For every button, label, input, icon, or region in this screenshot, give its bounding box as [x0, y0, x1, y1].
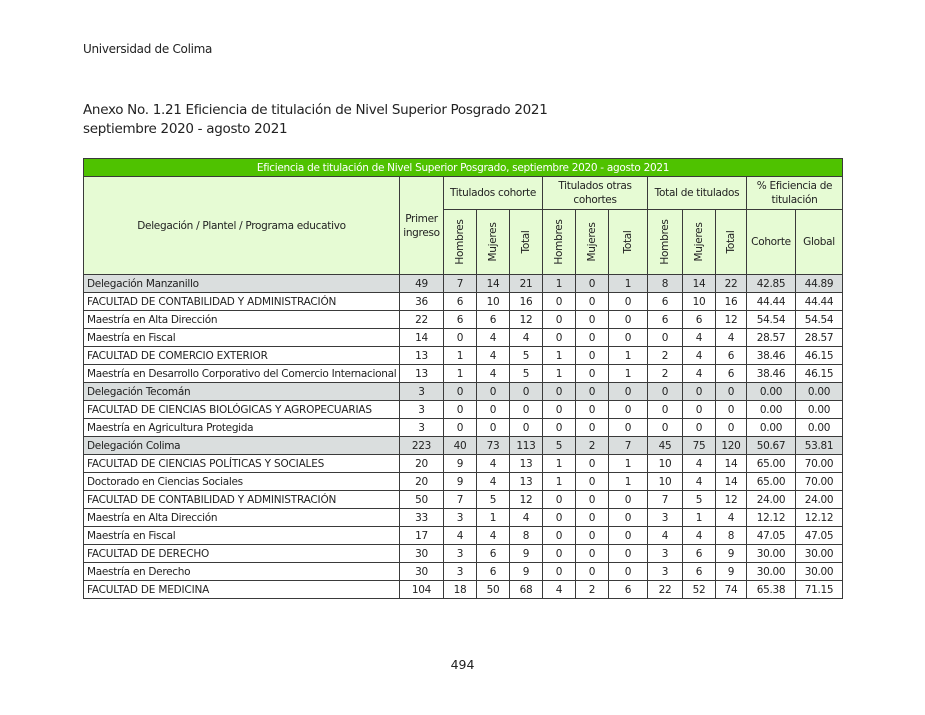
row-name: Delegación Tecomán: [84, 383, 400, 401]
header-otras-hombres: Hombres: [543, 210, 576, 275]
row-name: FACULTAD DE COMERCIO EXTERIOR: [84, 347, 400, 365]
header-total-total: Total: [716, 210, 747, 275]
cohorte-total: 68: [510, 581, 543, 599]
cohorte-hombres: 0: [444, 401, 477, 419]
total-mujeres: 4: [683, 473, 716, 491]
eficiencia-global: 46.15: [796, 347, 843, 365]
total-hombres: 10: [648, 455, 683, 473]
cohorte-hombres: 1: [444, 347, 477, 365]
primer-ingreso: 20: [400, 455, 444, 473]
total-mujeres: 4: [683, 365, 716, 383]
eficiencia-global: 30.00: [796, 545, 843, 563]
row-name: Maestría en Desarrollo Corporativo del Comercio Internacional: [84, 365, 400, 383]
cohorte-total: 12: [510, 491, 543, 509]
otras-total: 1: [609, 365, 648, 383]
cohorte-hombres: 0: [444, 419, 477, 437]
eficiencia-cohorte: 65.00: [747, 455, 796, 473]
total-total: 14: [716, 455, 747, 473]
otras-hombres: 1: [543, 455, 576, 473]
otras-hombres: 1: [543, 347, 576, 365]
otras-mujeres: 0: [576, 365, 609, 383]
program-row: [84, 365, 843, 383]
eficiencia-cohorte: 47.05: [747, 527, 796, 545]
row-name: Doctorado en Ciencias Sociales: [84, 473, 400, 491]
otras-mujeres: 0: [576, 419, 609, 437]
otras-hombres: 0: [543, 311, 576, 329]
row-name: Maestría en Alta Dirección: [84, 509, 400, 527]
header-cohorte-mujeres: Mujeres: [477, 210, 510, 275]
otras-mujeres: 0: [576, 563, 609, 581]
cohorte-total: 16: [510, 293, 543, 311]
total-mujeres: 4: [683, 329, 716, 347]
total-hombres: 2: [648, 347, 683, 365]
total-hombres: 4: [648, 527, 683, 545]
cohorte-hombres: 3: [444, 509, 477, 527]
row-name: Delegación Colima: [84, 437, 400, 455]
primer-ingreso: 3: [400, 419, 444, 437]
delegation-row: [84, 383, 843, 401]
eficiencia-cohorte: 42.85: [747, 275, 796, 293]
total-total: 4: [716, 329, 747, 347]
header-eficiencia: % Eficiencia de titulación: [747, 177, 843, 210]
cohorte-mujeres: 4: [477, 365, 510, 383]
program-row: [84, 473, 843, 491]
otras-mujeres: 0: [576, 401, 609, 419]
total-total: 16: [716, 293, 747, 311]
total-mujeres: 5: [683, 491, 716, 509]
total-hombres: 3: [648, 509, 683, 527]
total-mujeres: 4: [683, 527, 716, 545]
total-mujeres: 10: [683, 293, 716, 311]
faculty-row: [84, 293, 843, 311]
cohorte-mujeres: 0: [477, 401, 510, 419]
otras-hombres: 0: [543, 293, 576, 311]
cohorte-total: 9: [510, 563, 543, 581]
primer-ingreso: 104: [400, 581, 444, 599]
header-total-titulados: Total de titulados: [648, 177, 747, 210]
otras-mujeres: 0: [576, 545, 609, 563]
eficiencia-global: 54.54: [796, 311, 843, 329]
total-hombres: 0: [648, 329, 683, 347]
header-cohorte-total: Total: [510, 210, 543, 275]
total-total: 4: [716, 509, 747, 527]
otras-hombres: 1: [543, 365, 576, 383]
otras-hombres: 0: [543, 329, 576, 347]
otras-total: 0: [609, 509, 648, 527]
otras-mujeres: 0: [576, 347, 609, 365]
cohorte-hombres: 7: [444, 491, 477, 509]
primer-ingreso: 3: [400, 383, 444, 401]
primer-ingreso: 30: [400, 545, 444, 563]
otras-total: 0: [609, 293, 648, 311]
header-global: Global: [796, 210, 843, 275]
total-total: 0: [716, 383, 747, 401]
cohorte-hombres: 6: [444, 311, 477, 329]
cohorte-mujeres: 6: [477, 311, 510, 329]
cohorte-mujeres: 10: [477, 293, 510, 311]
eficiencia-global: 70.00: [796, 473, 843, 491]
total-hombres: 0: [648, 401, 683, 419]
total-mujeres: 6: [683, 563, 716, 581]
total-hombres: 0: [648, 419, 683, 437]
cohorte-total: 0: [510, 383, 543, 401]
faculty-row: [84, 401, 843, 419]
faculty-row: [84, 491, 843, 509]
row-name: FACULTAD DE CIENCIAS POLÍTICAS Y SOCIALES: [84, 455, 400, 473]
total-total: 120: [716, 437, 747, 455]
total-mujeres: 75: [683, 437, 716, 455]
otras-mujeres: 0: [576, 491, 609, 509]
eficiencia-cohorte: 0.00: [747, 401, 796, 419]
eficiencia-cohorte: 30.00: [747, 563, 796, 581]
annex-title: Anexo No. 1.21 Eficiencia de titulación de Nivel Superior Posgrado 2021: [83, 102, 548, 118]
cohorte-total: 13: [510, 473, 543, 491]
primer-ingreso: 49: [400, 275, 444, 293]
cohorte-hombres: 7: [444, 275, 477, 293]
eficiencia-global: 0.00: [796, 401, 843, 419]
cohorte-mujeres: 4: [477, 347, 510, 365]
total-hombres: 3: [648, 545, 683, 563]
total-mujeres: 0: [683, 401, 716, 419]
annex-period: septiembre 2020 - agosto 2021: [83, 121, 288, 137]
primer-ingreso: 50: [400, 491, 444, 509]
cohorte-mujeres: 50: [477, 581, 510, 599]
header-cohorte-hombres: Hombres: [444, 210, 477, 275]
cohorte-mujeres: 0: [477, 383, 510, 401]
eficiencia-cohorte: 65.00: [747, 473, 796, 491]
cohorte-total: 13: [510, 455, 543, 473]
otras-total: 0: [609, 329, 648, 347]
header-cohorte: Cohorte: [747, 210, 796, 275]
total-hombres: 10: [648, 473, 683, 491]
cohorte-total: 113: [510, 437, 543, 455]
cohorte-hombres: 4: [444, 527, 477, 545]
cohorte-mujeres: 4: [477, 473, 510, 491]
row-name: FACULTAD DE CONTABILIDAD Y ADMINISTRACIÓN: [84, 293, 400, 311]
total-mujeres: 6: [683, 311, 716, 329]
otras-total: 0: [609, 401, 648, 419]
otras-hombres: 1: [543, 473, 576, 491]
primer-ingreso: 13: [400, 347, 444, 365]
cohorte-mujeres: 5: [477, 491, 510, 509]
eficiencia-global: 46.15: [796, 365, 843, 383]
otras-total: 0: [609, 563, 648, 581]
table-body: [84, 275, 843, 599]
otras-mujeres: 0: [576, 275, 609, 293]
otras-hombres: 0: [543, 563, 576, 581]
otras-total: 1: [609, 275, 648, 293]
eficiencia-global: 70.00: [796, 455, 843, 473]
cohorte-hombres: 3: [444, 563, 477, 581]
eficiencia-cohorte: 12.12: [747, 509, 796, 527]
row-name: FACULTAD DE CONTABILIDAD Y ADMINISTRACIÓN: [84, 491, 400, 509]
eficiencia-global: 53.81: [796, 437, 843, 455]
otras-mujeres: 0: [576, 455, 609, 473]
otras-hombres: 0: [543, 491, 576, 509]
total-mujeres: 52: [683, 581, 716, 599]
primer-ingreso: 36: [400, 293, 444, 311]
header-primer-ingreso: Primer ingreso: [400, 177, 444, 275]
total-total: 0: [716, 401, 747, 419]
total-mujeres: 4: [683, 347, 716, 365]
eficiencia-cohorte: 54.54: [747, 311, 796, 329]
cohorte-mujeres: 0: [477, 419, 510, 437]
eficiencia-cohorte: 44.44: [747, 293, 796, 311]
otras-total: 0: [609, 419, 648, 437]
total-total: 9: [716, 545, 747, 563]
total-total: 22: [716, 275, 747, 293]
header-otras-mujeres: Mujeres: [576, 210, 609, 275]
otras-hombres: 0: [543, 509, 576, 527]
row-name: Maestría en Derecho: [84, 563, 400, 581]
total-hombres: 8: [648, 275, 683, 293]
eficiencia-cohorte: 38.46: [747, 365, 796, 383]
otras-hombres: 1: [543, 275, 576, 293]
total-total: 9: [716, 563, 747, 581]
row-name: FACULTAD DE DERECHO: [84, 545, 400, 563]
cohorte-total: 9: [510, 545, 543, 563]
eficiencia-cohorte: 38.46: [747, 347, 796, 365]
faculty-row: [84, 455, 843, 473]
header-total-hombres: Hombres: [648, 210, 683, 275]
total-mujeres: 0: [683, 383, 716, 401]
otras-mujeres: 0: [576, 311, 609, 329]
cohorte-hombres: 1: [444, 365, 477, 383]
otras-hombres: 0: [543, 545, 576, 563]
otras-mujeres: 0: [576, 473, 609, 491]
eficiencia-global: 24.00: [796, 491, 843, 509]
cohorte-total: 5: [510, 347, 543, 365]
otras-total: 0: [609, 527, 648, 545]
total-total: 6: [716, 347, 747, 365]
primer-ingreso: 223: [400, 437, 444, 455]
total-hombres: 3: [648, 563, 683, 581]
program-row: [84, 527, 843, 545]
otras-total: 0: [609, 545, 648, 563]
eficiencia-cohorte: 65.38: [747, 581, 796, 599]
cohorte-mujeres: 1: [477, 509, 510, 527]
cohorte-hombres: 0: [444, 329, 477, 347]
cohorte-mujeres: 73: [477, 437, 510, 455]
eficiencia-global: 30.00: [796, 563, 843, 581]
otras-mujeres: 2: [576, 581, 609, 599]
otras-mujeres: 0: [576, 293, 609, 311]
program-row: [84, 329, 843, 347]
otras-total: 1: [609, 455, 648, 473]
row-name: Maestría en Fiscal: [84, 527, 400, 545]
eficiencia-global: 71.15: [796, 581, 843, 599]
total-mujeres: 1: [683, 509, 716, 527]
row-name: FACULTAD DE CIENCIAS BIOLÓGICAS Y AGROPECUARIAS: [84, 401, 400, 419]
eficiencia-global: 28.57: [796, 329, 843, 347]
total-hombres: 6: [648, 311, 683, 329]
cohorte-hombres: 6: [444, 293, 477, 311]
total-mujeres: 14: [683, 275, 716, 293]
header-total-mujeres: Mujeres: [683, 210, 716, 275]
eficiencia-cohorte: 28.57: [747, 329, 796, 347]
program-row: [84, 509, 843, 527]
total-mujeres: 4: [683, 455, 716, 473]
eficiencia-cohorte: 0.00: [747, 419, 796, 437]
cohorte-total: 0: [510, 401, 543, 419]
header-titulados-otras: Titulados otras cohortes: [543, 177, 648, 210]
eficiencia-global: 44.44: [796, 293, 843, 311]
row-name: FACULTAD DE MEDICINA: [84, 581, 400, 599]
primer-ingreso: 30: [400, 563, 444, 581]
cohorte-total: 4: [510, 509, 543, 527]
otras-total: 0: [609, 383, 648, 401]
total-total: 8: [716, 527, 747, 545]
total-total: 12: [716, 491, 747, 509]
eficiencia-cohorte: 30.00: [747, 545, 796, 563]
eficiencia-cohorte: 24.00: [747, 491, 796, 509]
otras-mujeres: 0: [576, 329, 609, 347]
cohorte-hombres: 18: [444, 581, 477, 599]
delegation-row: [84, 275, 843, 293]
eficiencia-global: 47.05: [796, 527, 843, 545]
header-otras-total: Total: [609, 210, 648, 275]
primer-ingreso: 33: [400, 509, 444, 527]
cohorte-mujeres: 6: [477, 563, 510, 581]
otras-total: 6: [609, 581, 648, 599]
table-title: Eficiencia de titulación de Nivel Superior Posgrado, septiembre 2020 - agosto 2021: [84, 159, 843, 177]
eficiencia-global: 12.12: [796, 509, 843, 527]
page-number: 494: [450, 657, 475, 672]
primer-ingreso: 13: [400, 365, 444, 383]
total-hombres: 45: [648, 437, 683, 455]
row-name: Delegación Manzanillo: [84, 275, 400, 293]
primer-ingreso: 17: [400, 527, 444, 545]
otras-mujeres: 0: [576, 383, 609, 401]
otras-total: 7: [609, 437, 648, 455]
cohorte-total: 0: [510, 419, 543, 437]
row-name: Maestría en Fiscal: [84, 329, 400, 347]
program-row: [84, 419, 843, 437]
otras-mujeres: 2: [576, 437, 609, 455]
total-mujeres: 6: [683, 545, 716, 563]
total-hombres: 22: [648, 581, 683, 599]
cohorte-total: 12: [510, 311, 543, 329]
otras-hombres: 5: [543, 437, 576, 455]
cohorte-hombres: 40: [444, 437, 477, 455]
otras-hombres: 0: [543, 419, 576, 437]
total-total: 14: [716, 473, 747, 491]
eficiencia-cohorte: 50.67: [747, 437, 796, 455]
cohorte-total: 5: [510, 365, 543, 383]
eficiencia-global: 0.00: [796, 419, 843, 437]
total-hombres: 0: [648, 383, 683, 401]
cohorte-total: 21: [510, 275, 543, 293]
total-hombres: 7: [648, 491, 683, 509]
total-hombres: 2: [648, 365, 683, 383]
program-row: [84, 311, 843, 329]
otras-total: 1: [609, 473, 648, 491]
cohorte-hombres: 3: [444, 545, 477, 563]
program-row: [84, 563, 843, 581]
row-name: Maestría en Alta Dirección: [84, 311, 400, 329]
efficiency-table: [83, 158, 843, 599]
primer-ingreso: 14: [400, 329, 444, 347]
cohorte-hombres: 0: [444, 383, 477, 401]
cohorte-total: 8: [510, 527, 543, 545]
total-total: 0: [716, 419, 747, 437]
primer-ingreso: 22: [400, 311, 444, 329]
cohorte-mujeres: 4: [477, 527, 510, 545]
eficiencia-cohorte: 0.00: [747, 383, 796, 401]
faculty-row: [84, 347, 843, 365]
annex-heading: [83, 101, 547, 139]
row-name: Maestría en Agricultura Protegida: [84, 419, 400, 437]
otras-mujeres: 0: [576, 527, 609, 545]
otras-total: 0: [609, 311, 648, 329]
faculty-row: [84, 581, 843, 599]
header-titulados-cohorte: Titulados cohorte: [444, 177, 543, 210]
institution-header: Universidad de Colima: [83, 42, 213, 56]
eficiencia-global: 44.89: [796, 275, 843, 293]
cohorte-mujeres: 4: [477, 455, 510, 473]
otras-mujeres: 0: [576, 509, 609, 527]
faculty-row: [84, 545, 843, 563]
eficiencia-global: 0.00: [796, 383, 843, 401]
cohorte-mujeres: 14: [477, 275, 510, 293]
otras-total: 0: [609, 491, 648, 509]
otras-hombres: 0: [543, 401, 576, 419]
otras-hombres: 0: [543, 527, 576, 545]
cohorte-mujeres: 6: [477, 545, 510, 563]
total-total: 74: [716, 581, 747, 599]
otras-hombres: 4: [543, 581, 576, 599]
header-name: Delegación / Plantel / Programa educativo: [84, 177, 400, 275]
primer-ingreso: 3: [400, 401, 444, 419]
total-total: 12: [716, 311, 747, 329]
otras-total: 1: [609, 347, 648, 365]
total-hombres: 6: [648, 293, 683, 311]
otras-hombres: 0: [543, 383, 576, 401]
total-mujeres: 0: [683, 419, 716, 437]
cohorte-total: 4: [510, 329, 543, 347]
delegation-row: [84, 437, 843, 455]
cohorte-hombres: 9: [444, 473, 477, 491]
total-total: 6: [716, 365, 747, 383]
primer-ingreso: 20: [400, 473, 444, 491]
cohorte-mujeres: 4: [477, 329, 510, 347]
cohorte-hombres: 9: [444, 455, 477, 473]
